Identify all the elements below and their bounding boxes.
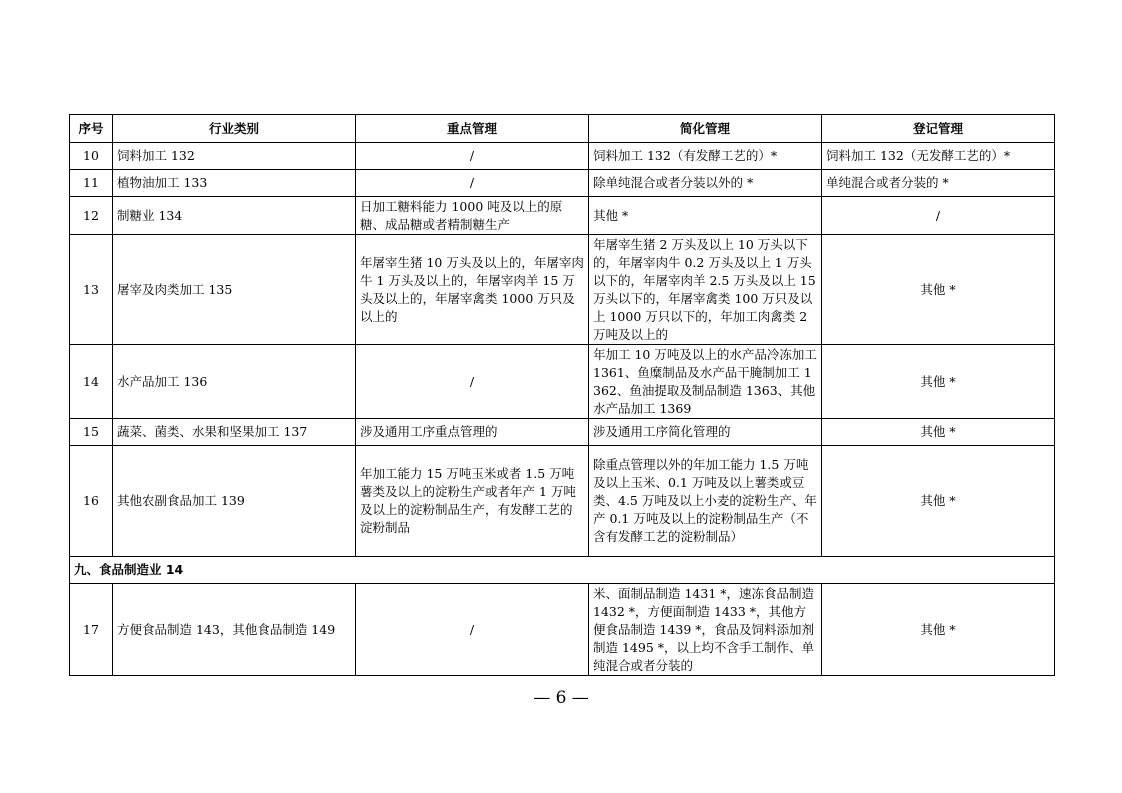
row-category: 制糖业 134 bbox=[113, 197, 356, 235]
row-simple: 除单纯混合或者分装以外的 * bbox=[589, 170, 822, 197]
table-row bbox=[70, 143, 1055, 170]
row-simple: 饲料加工 132（有发酵工艺的）* bbox=[589, 143, 822, 170]
table-row bbox=[70, 235, 1055, 345]
row-category: 其他农副食品加工 139 bbox=[113, 446, 356, 557]
row-simple: 米、面制品制造 1431 *，速冻食品制造 1432 *，方便面制造 1433 *，其他方便食品制造 1439 *，食品及饲料添加剂制造 1495 *，以上均不含手工制作、单纯混合或者分装的 bbox=[589, 584, 822, 676]
table-row bbox=[70, 170, 1055, 197]
page-number: — 6 — bbox=[533, 688, 589, 708]
table-row bbox=[70, 345, 1055, 419]
row-no: 10 bbox=[70, 143, 113, 170]
row-no: 11 bbox=[70, 170, 113, 197]
row-key: / bbox=[356, 345, 589, 419]
col-header-key-management: 重点管理 bbox=[356, 115, 589, 143]
row-simple: 年加工 10 万吨及以上的水产品冷冻加工 1361、鱼糜制品及水产品干腌制加工 1362、鱼油提取及制品制造 1363、其他水产品加工 1369 bbox=[589, 345, 822, 419]
table-row bbox=[70, 584, 1055, 676]
row-simple: 除重点管理以外的年加工能力 1.5 万吨及以上玉米、0.1 万吨及以上薯类或豆类、4.5 万吨及以上小麦的淀粉生产、年产 0.1 万吨及以上的淀粉制品生产（不含有发酵工艺的淀粉制品） bbox=[589, 446, 822, 557]
row-key: 日加工糖料能力 1000 吨及以上的原糖、成品糖或者精制糖生产 bbox=[356, 197, 589, 235]
row-category: 蔬菜、菌类、水果和坚果加工 137 bbox=[113, 419, 356, 446]
row-simple: 涉及通用工序简化管理的 bbox=[589, 419, 822, 446]
row-reg: / bbox=[822, 197, 1055, 235]
row-simple: 其他 * bbox=[589, 197, 822, 235]
row-simple: 年屠宰生猪 2 万头及以上 10 万头以下的，年屠宰肉牛 0.2 万头及以上 1 万头以下的，年屠宰肉羊 2.5 万头及以上 15 万头以下的，年屠宰禽类 100 万只及以上 1000 万只以下的，年加工肉禽类 2 万吨及以上的 bbox=[589, 235, 822, 345]
row-key: / bbox=[356, 584, 589, 676]
row-key: 涉及通用工序重点管理的 bbox=[356, 419, 589, 446]
table-row bbox=[70, 419, 1055, 446]
col-header-category: 行业类别 bbox=[113, 115, 356, 143]
row-reg: 其他 * bbox=[822, 235, 1055, 345]
row-reg: 其他 * bbox=[822, 446, 1055, 557]
row-no: 16 bbox=[70, 446, 113, 557]
classification-table bbox=[69, 114, 1055, 676]
row-reg: 其他 * bbox=[822, 345, 1055, 419]
col-header-simplified-management: 简化管理 bbox=[589, 115, 822, 143]
row-category: 方便食品制造 143，其他食品制造 149 bbox=[113, 584, 356, 676]
row-key: 年加工能力 15 万吨玉米或者 1.5 万吨薯类及以上的淀粉生产或者年产 1 万吨及以上的淀粉制品生产，有发酵工艺的淀粉制品 bbox=[356, 446, 589, 557]
section-row bbox=[70, 557, 1055, 584]
row-key: / bbox=[356, 170, 589, 197]
row-key: / bbox=[356, 143, 589, 170]
row-reg: 其他 * bbox=[822, 419, 1055, 446]
row-reg: 饲料加工 132（无发酵工艺的）* bbox=[822, 143, 1055, 170]
table-row bbox=[70, 446, 1055, 557]
section-title: 九、食品制造业 14 bbox=[70, 557, 1055, 584]
header-row bbox=[70, 115, 1055, 143]
row-category: 屠宰及肉类加工 135 bbox=[113, 235, 356, 345]
row-category: 饲料加工 132 bbox=[113, 143, 356, 170]
row-reg: 单纯混合或者分装的 * bbox=[822, 170, 1055, 197]
row-no: 17 bbox=[70, 584, 113, 676]
row-no: 13 bbox=[70, 235, 113, 345]
row-no: 14 bbox=[70, 345, 113, 419]
table-row bbox=[70, 197, 1055, 235]
col-header-no: 序号 bbox=[70, 115, 113, 143]
row-reg: 其他 * bbox=[822, 584, 1055, 676]
row-category: 水产品加工 136 bbox=[113, 345, 356, 419]
row-no: 15 bbox=[70, 419, 113, 446]
row-no: 12 bbox=[70, 197, 113, 235]
col-header-registration-management: 登记管理 bbox=[822, 115, 1055, 143]
row-key: 年屠宰生猪 10 万头及以上的，年屠宰肉牛 1 万头及以上的，年屠宰肉羊 15 万头及以上的，年屠宰禽类 1000 万只及以上的 bbox=[356, 235, 589, 345]
row-category: 植物油加工 133 bbox=[113, 170, 356, 197]
